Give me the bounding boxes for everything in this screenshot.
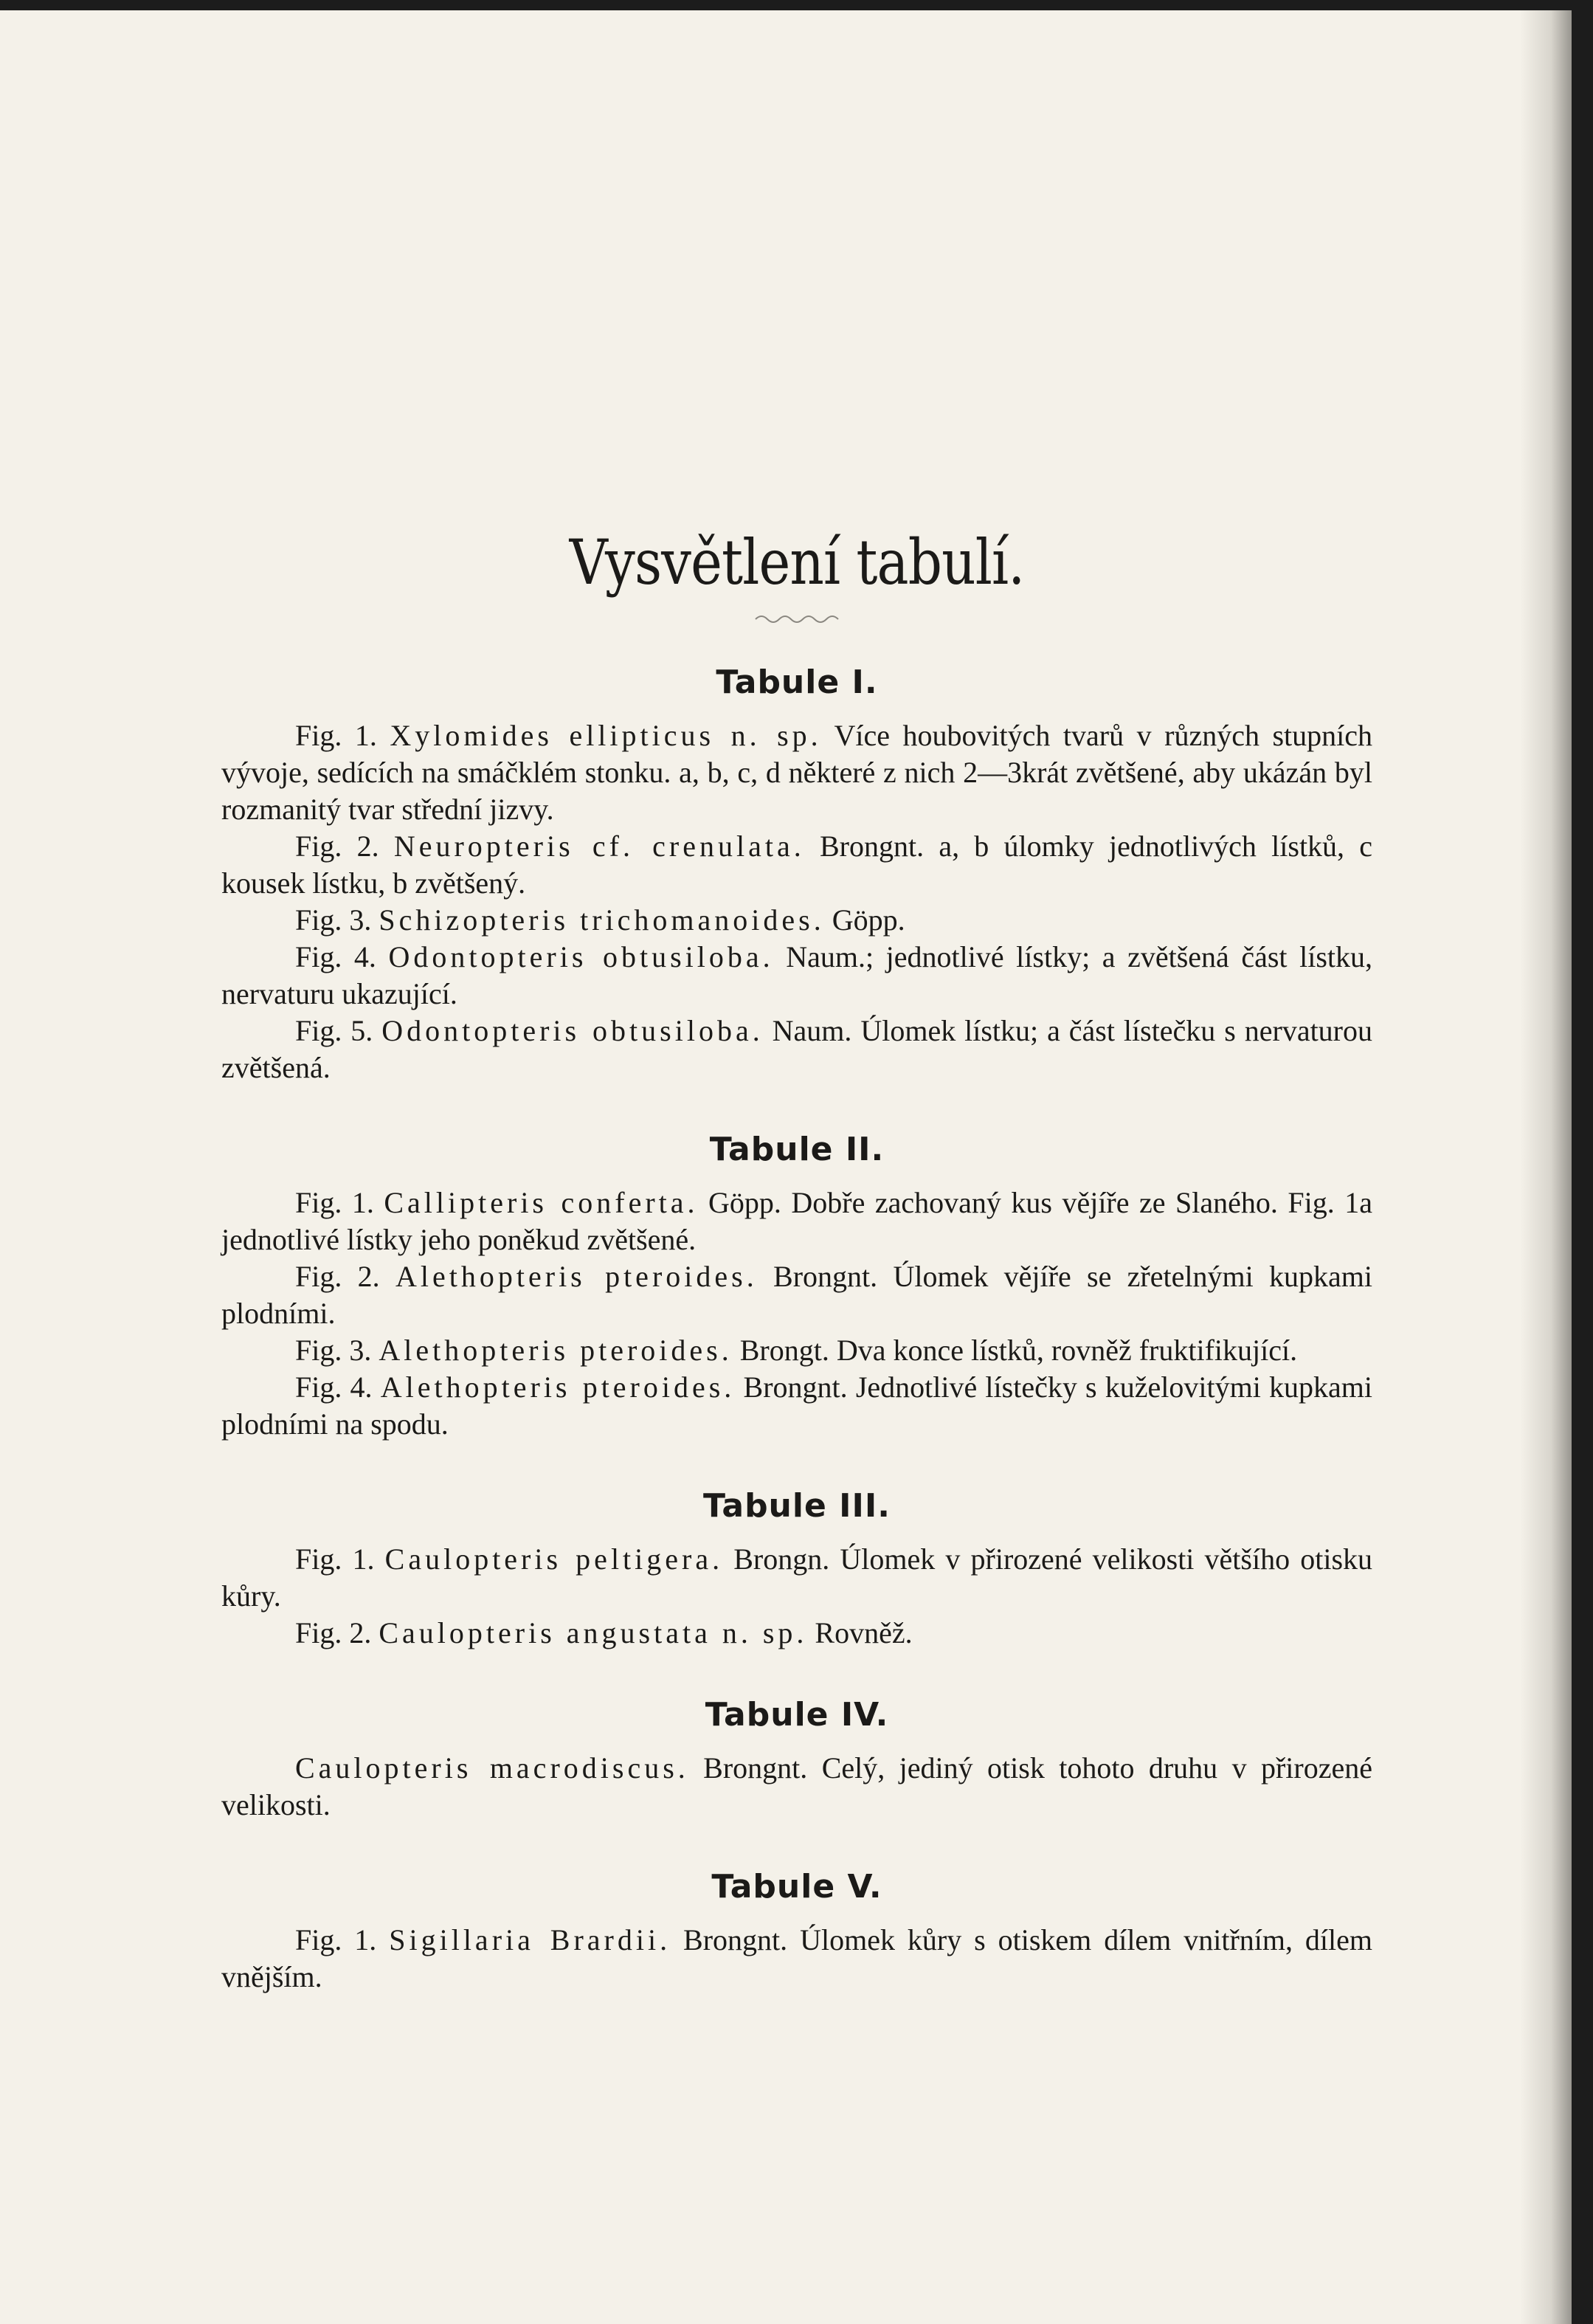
entry-tabule-1-fig-1 [221, 717, 1372, 828]
fig-label: Fig. 1. [295, 1923, 377, 1956]
taxon-name: Alethopteris pteroides. [395, 1259, 758, 1293]
section-heading-tabule-3: Tabule III. [703, 1486, 891, 1525]
fig-label: Fig. 3. [295, 1333, 372, 1367]
taxon-name: Schizopteris trichomanoides. [379, 903, 825, 937]
entry-tabule-3-fig-2 [221, 1615, 1372, 1652]
entry-tabule-1-fig-2 [221, 828, 1372, 902]
section-heading-tabule-4: Tabule IV. [705, 1695, 889, 1734]
entry-text: Brongnt. Celý, jediný otisk tohoto druhu v přirozené velikosti. [221, 1751, 1372, 1821]
entry-text: Brongt. Dva konce lístků, rovněž fruktifikující. [739, 1333, 1298, 1367]
entry-text: Brongnt. Úlomek vějíře se zřetelnými kupkami plodními. [221, 1259, 1373, 1330]
entry-tabule-1-fig-3 [221, 902, 1372, 939]
entry-text: Brongnt. Jednotlivé lístečky s kuželovitými kupkami plodními na spodu. [221, 1370, 1373, 1441]
entry-text: Rovněž. [815, 1616, 913, 1649]
fig-label: Fig. 1. [295, 1542, 375, 1576]
taxon-name: Caulopteris macrodiscus. [295, 1751, 689, 1785]
entry-tabule-2-fig-4 [221, 1369, 1372, 1443]
entry-text: Göpp. Dobře zachovaný kus vějíře ze Slaného. Fig. 1a jednotlivé lístky jeho poněkud zvětšené. [221, 1185, 1372, 1256]
taxon-name: Xylomides ellipticus n. sp. [390, 718, 822, 752]
entry-text: Naum. Úlomek lístku; a část lístečku s nervaturou zvětšená. [221, 1013, 1373, 1084]
entry-tabule-2-fig-1 [221, 1185, 1372, 1258]
entry-tabule-1-fig-4 [221, 939, 1372, 1013]
entry-text: Göpp. [832, 903, 905, 937]
entry-text: Brongnt. a, b úlomky jednotlivých lístků, c kousek lístku, b zvětšený. [221, 829, 1373, 900]
page-title: Vysvětlení tabulí. [569, 526, 1025, 599]
entry-text: Brongnt. Úlomek kůry s otiskem dílem vnitřním, dílem vnějším. [221, 1923, 1373, 1993]
fig-label: Fig. 3. [295, 903, 372, 937]
taxon-name: Neuropteris cf. crenulata. [393, 829, 805, 863]
entry-tabule-3-fig-1 [221, 1541, 1372, 1615]
binding-shadow [1520, 10, 1572, 2324]
page-content [221, 527, 1372, 1996]
entry-text: Naum.; jednotlivé lístky; a zvětšená část lístku, nervaturu ukazující. [221, 939, 1373, 1010]
fig-label: Fig. 1. [295, 718, 377, 752]
section-heading-tabule-1: Tabule I. [716, 663, 878, 701]
fig-label: Fig. 1. [295, 1185, 374, 1219]
fig-label: Fig. 5. [295, 1013, 373, 1047]
page [0, 10, 1572, 2324]
taxon-name: Odontopteris obtusiloba. [381, 1013, 764, 1047]
wave-ornament-icon [753, 610, 841, 628]
fig-label: Fig. 4. [295, 1370, 373, 1404]
entry-tabule-1-fig-5 [221, 1013, 1372, 1086]
section-heading-tabule-2: Tabule II. [709, 1130, 885, 1168]
entry-text: Více houbovitých tvarů v různých stupních vývoje, sedících na smáčklém stonku. a, b, c, d některé z nich 2—3krát zvětšené, aby ukázán byl rozmanitý tvar střední jizvy. [221, 718, 1373, 826]
taxon-name: Caulopteris angustata n. sp. [379, 1616, 808, 1649]
taxon-name: Odontopteris obtusiloba. [388, 939, 774, 973]
taxon-name: Sigillaria Brardii. [389, 1923, 671, 1956]
entry-text: Brongn. Úlomek v přirozené velikosti většího otisku kůry. [221, 1542, 1373, 1613]
section-heading-tabule-5: Tabule V. [711, 1867, 882, 1906]
taxon-name: Callipteris conferta. [384, 1185, 699, 1219]
taxon-name: Caulopteris peltigera. [384, 1542, 724, 1576]
entry-tabule-5-fig-1 [221, 1922, 1372, 1996]
taxon-name: Alethopteris pteroides. [379, 1333, 733, 1367]
taxon-name: Alethopteris pteroides. [380, 1370, 736, 1404]
fig-label: Fig. 4. [295, 939, 376, 973]
fig-label: Fig. 2. [295, 1616, 372, 1649]
entry-tabule-4 [221, 1750, 1372, 1824]
fig-label: Fig. 2. [295, 1259, 380, 1293]
fig-label: Fig. 2. [295, 829, 379, 863]
entry-tabule-2-fig-3 [221, 1332, 1372, 1369]
title-ornament-icon [221, 610, 1372, 628]
entry-tabule-2-fig-2 [221, 1258, 1372, 1332]
